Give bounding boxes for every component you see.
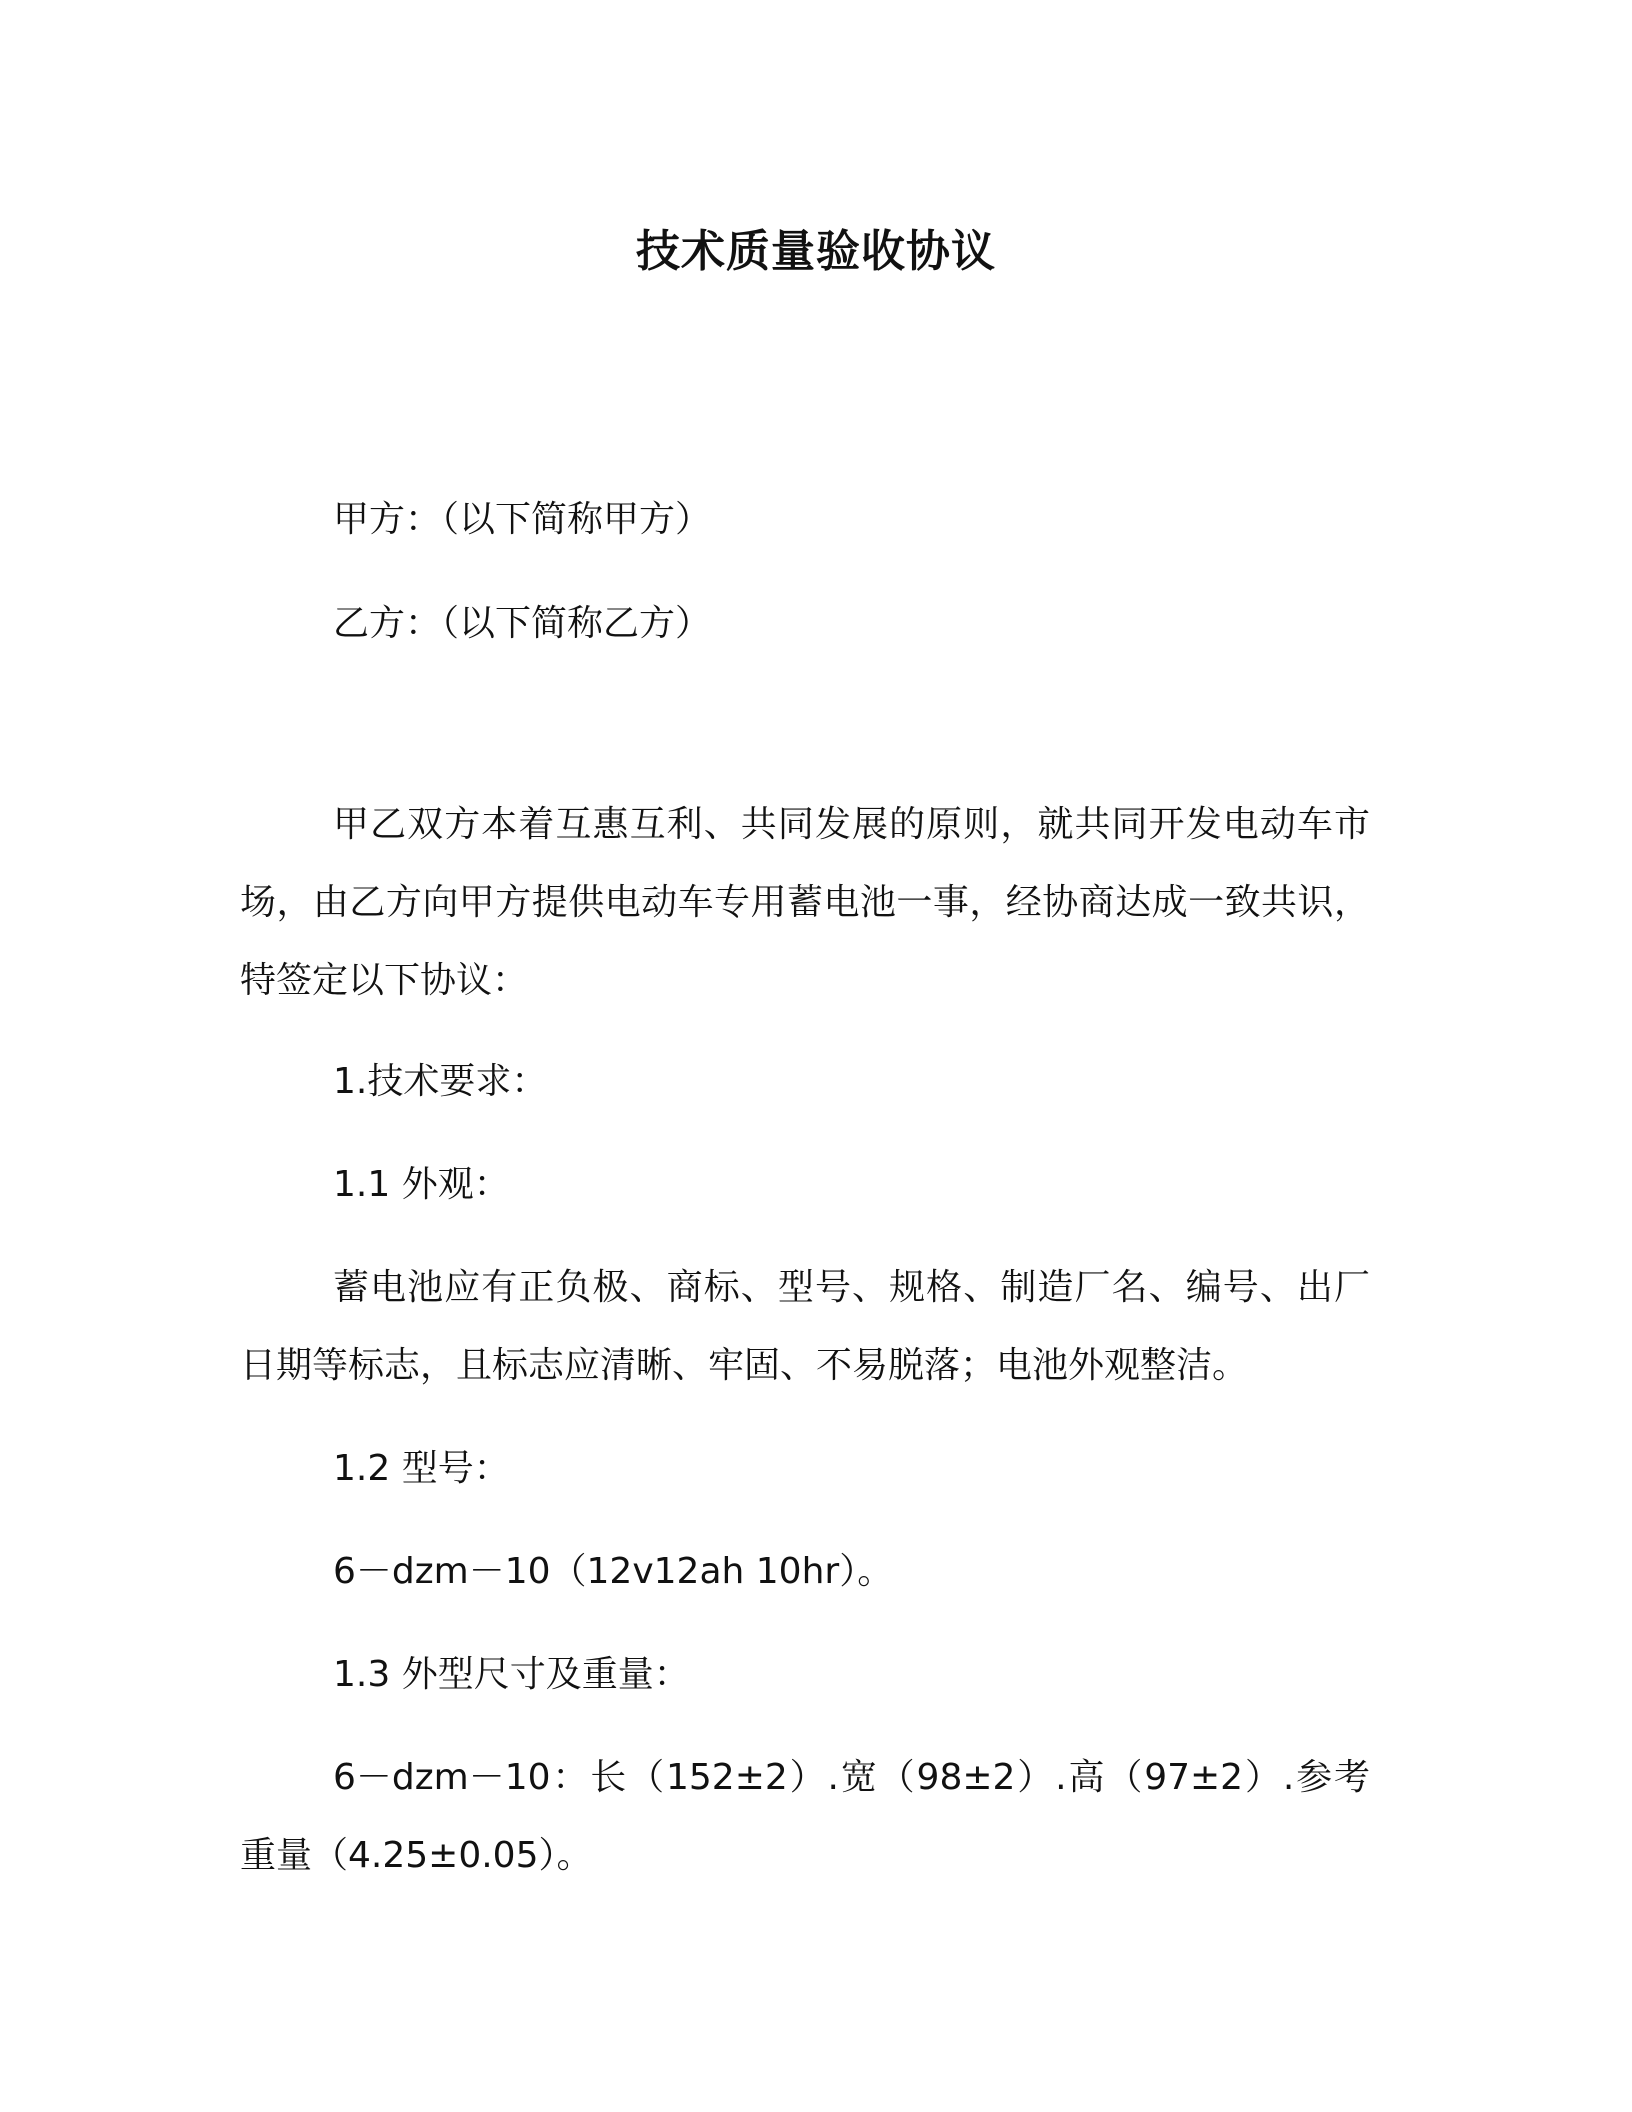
party-b-line: 乙方：（以下简称乙方） bbox=[333, 603, 712, 644]
section-1-heading: 1.技术要求： bbox=[333, 1061, 548, 1102]
party-a-line: 甲方：（以下简称甲方） bbox=[333, 499, 712, 540]
model-line: 6－dzm－10（12v12ah 10hr）。 bbox=[333, 1551, 894, 1592]
section-1-3-heading: 1.3 外型尺寸及重量： bbox=[333, 1654, 690, 1695]
appearance-paragraph: 蓄电池应有正负极、商标、型号、规格、制造厂名、编号、出厂日期等标志，且标志应清晰、牢固、不易脱落；电池外观整洁。 bbox=[240, 1267, 1370, 1386]
dimensions-paragraph: 6－dzm－10：长（152±2）.宽（98±2）.高（97±2）.参考重量（4.25±0.05）。 bbox=[240, 1757, 1370, 1876]
section-1-2-heading: 1.2 型号： bbox=[333, 1448, 510, 1489]
preamble-paragraph: 甲乙双方本着互惠互利、共同发展的原则，就共同开发电动车市场，由乙方向甲方提供电动车专用蓄电池一事，经协商达成一致共识，特签定以下协议： bbox=[240, 804, 1370, 1001]
document-title: 技术质量验收协议 bbox=[636, 226, 996, 277]
section-1-1-heading: 1.1 外观： bbox=[333, 1164, 510, 1205]
